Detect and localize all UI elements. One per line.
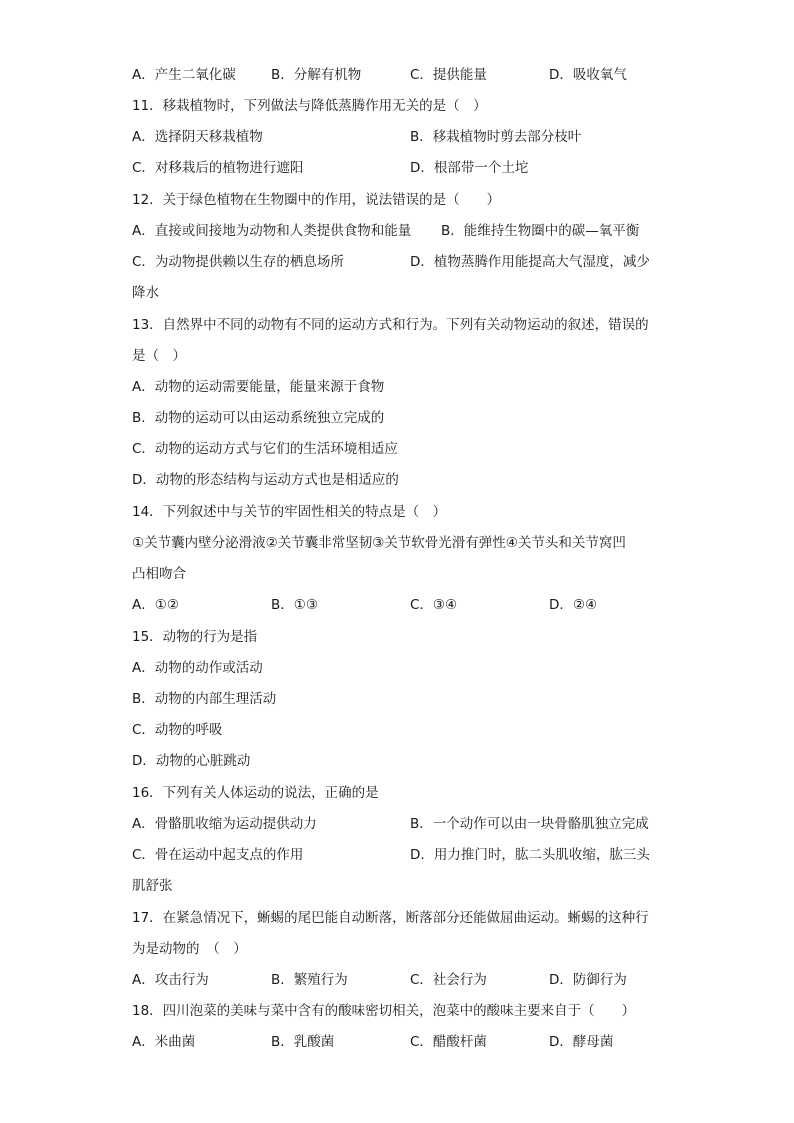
q13-stem-line2: 是（ ） [132, 348, 186, 364]
q18-stem: 18．四川泡菜的美味与菜中含有的酸味密切相关，泡菜中的酸味主要来自于（ ） [132, 1003, 636, 1019]
q16-option-c: C．骨在运动中起支点的作用 [132, 847, 304, 863]
q12-option-c: C．为动物提供赖以生存的栖息场所 [132, 254, 344, 270]
q13-option-c: C．动物的运动方式与它们的生活环境相适应 [132, 441, 398, 457]
q14-statements-line1: ①关节囊内壁分泌滑液②关节囊非常坚韧③关节软骨光滑有弹性④关节头和关节窝凹 [132, 535, 626, 551]
q12-option-b: B．能维持生物圈中的碳—氧平衡 [441, 223, 640, 239]
q11-option-b: B．移栽植物时剪去部分枝叶 [410, 129, 582, 145]
q14-option-a: A．①② [132, 597, 179, 613]
q12-option-a: A．直接或间接地为动物和人类提供食物和能量 [132, 223, 412, 239]
q11-option-d: D．根部带一个土坨 [410, 160, 529, 176]
q16-option-a: A．骨骼肌收缩为运动提供动力 [132, 816, 317, 832]
q16-stem: 16．下列有关人体运动的说法，正确的是 [132, 785, 379, 801]
q11-option-c: C．对移栽后的植物进行遮阳 [132, 160, 304, 176]
q16-option-b: B．一个动作可以由一块骨骼肌独立完成 [410, 816, 649, 832]
q12-stem: 12．关于绿色植物在生物圈中的作用，说法错误的是（ ） [132, 192, 501, 208]
q14-option-d: D．②④ [549, 597, 598, 613]
q14-stem: 14．下列叙述中与关节的牢固性相关的特点是（ ） [132, 504, 447, 520]
q14-option-c: C．③④ [410, 597, 458, 613]
q17-option-d: D．防御行为 [549, 972, 627, 988]
q10-option-c: C．提供能量 [410, 67, 487, 83]
q13-option-d: D．动物的形态结构与运动方式也是相适应的 [132, 472, 399, 488]
q10-option-b: B．分解有机物 [271, 67, 362, 83]
q14-option-b: B．①③ [271, 597, 318, 613]
q11-option-a: A．选择阴天移栽植物 [132, 129, 263, 145]
q17-stem-line1: 17．在紧急情况下，蜥蜴的尾巴能自动断落，断落部分还能做屈曲运动。蜥蜴的这种行 [132, 910, 649, 926]
q18-option-a: A．米曲菌 [132, 1034, 196, 1050]
q13-option-b: B．动物的运动可以由运动系统独立完成的 [132, 410, 385, 426]
q15-option-b: B．动物的内部生理活动 [132, 691, 277, 707]
q15-option-c: C．动物的呼吸 [132, 722, 223, 738]
q16-option-d: D．用力推门时，肱二头肌收缩，肱三头 [410, 847, 650, 863]
q12-option-d-continued: 降水 [132, 285, 159, 301]
q15-stem: 15．动物的行为是指 [132, 629, 258, 645]
q15-option-a: A．动物的动作或活动 [132, 660, 263, 676]
q10-option-d: D．吸收氧气 [549, 67, 627, 83]
q14-statements-line2: 凸相吻合 [132, 566, 186, 582]
q17-option-a: A．攻击行为 [132, 972, 209, 988]
q15-option-d: D．动物的心脏跳动 [132, 753, 251, 769]
q16-option-d-continued: 肌舒张 [132, 878, 173, 894]
q18-option-d: D．酵母菌 [549, 1034, 614, 1050]
q17-option-b: B．繁殖行为 [271, 972, 348, 988]
q12-option-d: D．植物蒸腾作用能提高大气湿度，减少 [410, 254, 650, 270]
q18-option-c: C．醋酸杆菌 [410, 1034, 487, 1050]
q11-stem: 11．移栽植物时，下列做法与降低蒸腾作用无关的是（ ） [132, 98, 487, 114]
q13-option-a: A．动物的运动需要能量，能量来源于食物 [132, 379, 385, 395]
q17-option-c: C．社会行为 [410, 972, 487, 988]
q18-option-b: B．乳酸菌 [271, 1034, 335, 1050]
q13-stem-line1: 13．自然界中不同的动物有不同的运动方式和行为。下列有关动物运动的叙述，错误的 [132, 317, 649, 333]
q17-stem-line2: 为是动物的 （ ） [132, 941, 247, 957]
q10-option-a: A．产生二氧化碳 [132, 67, 236, 83]
